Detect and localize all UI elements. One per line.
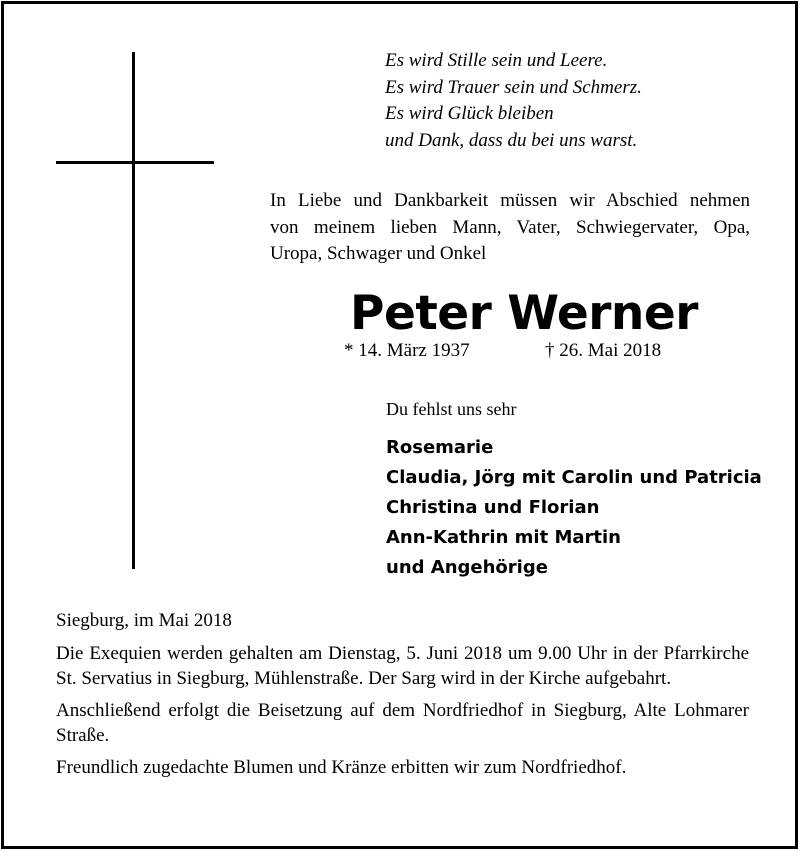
- poem-line: Es wird Glück bleiben: [385, 103, 554, 124]
- poem-line: Es wird Trauer sein und Schmerz.: [385, 76, 642, 98]
- exequies-info: Die Exequien werden gehalten am Dienstag, 5. Juni 2018 um 9.00 Uhr in der Pfarrkirche St. Servatius in Siegburg, Mühlenstraße. Der Sarg wird in der Kirche aufgebahrt.: [56, 643, 749, 689]
- obituary-notice: [1, 1, 798, 849]
- mourner-name: und Angehörige: [386, 557, 548, 578]
- place-date: Siegburg, im Mai 2018: [56, 610, 232, 631]
- mourner-name: Claudia, Jörg mit Carolin und Patricia: [386, 467, 762, 488]
- farewell-intro: [270, 188, 750, 268]
- cross-icon-vertical-bar: [132, 52, 135, 569]
- death-date: † 26. Mai 2018: [545, 340, 662, 361]
- poem-line: und Dank, dass du bei uns warst.: [385, 129, 638, 151]
- mourning-message: Du fehlst uns sehr: [386, 399, 517, 419]
- mourner-name: Rosemarie: [386, 437, 494, 458]
- burial-info: Anschließend erfolgt die Beisetzung auf dem Nordfriedhof in Siegburg, Alte Lohmarer Straße.: [56, 700, 749, 746]
- mourner-name: Ann-Kathrin mit Martin: [386, 527, 621, 548]
- deceased-name: Peter Werner: [350, 286, 698, 341]
- flowers-info: Freundlich zugedachte Blumen und Kränze erbitten wir zum Nordfriedhof.: [56, 757, 627, 778]
- funeral-details: [56, 608, 749, 787]
- intro-line: Uropa, Schwager und Onkel: [270, 243, 487, 264]
- intro-line: von meinem lieben Mann, Vater, Schwiegervater, Opa,: [270, 216, 750, 238]
- intro-line: In Liebe und Dankbarkeit müssen wir Abschied nehmen: [270, 190, 750, 211]
- mourner-name: Christina und Florian: [386, 497, 600, 518]
- birth-date: * 14. März 1937: [344, 340, 470, 361]
- poem: [385, 48, 642, 154]
- mourners-list: [386, 433, 762, 583]
- poem-line: Es wird Stille sein und Leere.: [385, 50, 608, 71]
- cross-icon-horizontal-bar: [56, 161, 214, 164]
